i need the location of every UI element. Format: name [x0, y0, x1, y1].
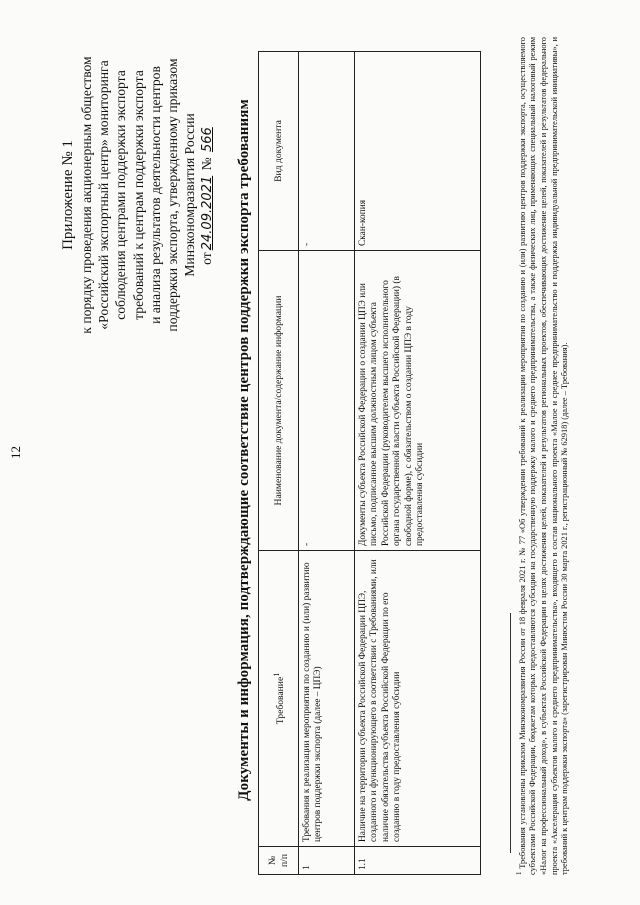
header-requirement-label: Требование	[274, 676, 286, 725]
order-line	[198, 25, 216, 365]
table-row	[299, 52, 355, 875]
header-document: Наименование документа/содержание информации	[259, 251, 299, 551]
appendix-line: поддержки экспорта, утвержденному приказом	[165, 58, 181, 332]
appendix-line: требований к центрам поддержки экспорта	[130, 70, 146, 320]
appendix-line: «Российский экспортный центр» мониторинга	[96, 60, 112, 330]
appendix-block	[58, 25, 217, 365]
table-row	[355, 52, 481, 875]
footnote-text: Требования установлены приказом Минэкономразвития России от 18 февраля 2021 г. № 77 «Об утверждении требований к реализации мероприятия по созданию и (или) развитию центров поддержки экспорта, осуществляемого субъектами Российской Федерации, бюджетам которых предоставляются субсидии на государственную поддержку малого и среднего предпринимательства, а также физических лиц, применяющих специальный налоговый режим «Налог на профессиональный доход», в субъектах Российской Федерации в целях достижения целей, показателей и результатов региональных проектов, обеспечивающих достижение целей, показателей и результатов федерального проекта «Акселерация субъектов малого и среднего предпринимательства», входящего в состав национального проекта «Малое и среднее предпринимательство и поддержка индивидуальной предпринимательской инициативы», и требований к центрам поддержки экспорта» (зарегистрирован Минюстом России 30 марта 2021 г., регистрационный № 62918) (далее – Требования).	[517, 37, 570, 875]
cell-requirement: Наличие на территории субъекта Российской Федерации ЦПЭ, созданного и функционирующего в соответствии с Требованиями, или наличие обязательства субъекта Российской Федерации по его созданию в году предоставления субсидии	[355, 551, 481, 847]
cell-document: -	[299, 251, 355, 551]
requirements-table	[258, 51, 481, 875]
footnote	[514, 37, 571, 875]
order-number-handwritten: 566	[200, 127, 216, 153]
table-header-row	[259, 52, 299, 875]
order-date-handwritten: 24.09.2021	[200, 175, 216, 251]
appendix-title: Приложение № 1	[60, 140, 76, 250]
order-number-label: №	[199, 157, 215, 171]
order-prefix: от	[199, 252, 215, 265]
cell-num: 1.1	[355, 847, 481, 875]
footnote-number: 1	[515, 871, 523, 875]
cell-requirement: Требования к реализации мероприятия по созданию и (или) развитию центров поддержки экспорта (далее – ЦПЭ)	[299, 551, 355, 847]
footnote-mark: 1	[271, 672, 281, 677]
cell-type: -	[299, 52, 355, 251]
document-heading: Документы и информация, подтверждающие соответствие центров поддержки экспорта требованиям	[236, 99, 252, 801]
cell-document: Документы субъекта Российской Федерации о создании ЦПЭ или письмо, подписанное высшим должностным лицом субъекта Российской Федерации (руководителем высшего исполнительного органа государственной власти субъекта Российской Федерации) (в свободной форме), с обязательством о создании ЦПЭ в году предоставления субсидии	[355, 251, 481, 551]
header-type: Вид документа	[259, 52, 299, 251]
appendix-line: Минэкономразвития России	[182, 113, 198, 277]
header-requirement	[259, 551, 299, 847]
cell-type: Скан-копия	[355, 52, 481, 251]
appendix-line: к порядку проведения акционерным обществом	[79, 56, 94, 334]
header-num: № п/п	[259, 847, 299, 875]
footnote-divider	[510, 613, 511, 853]
page-number: 12	[8, 446, 23, 459]
cell-num: 1	[299, 847, 355, 875]
appendix-line: соблюдения центрами поддержки экспорта	[113, 70, 129, 320]
appendix-line: и анализа результатов деятельности центров	[147, 66, 163, 324]
